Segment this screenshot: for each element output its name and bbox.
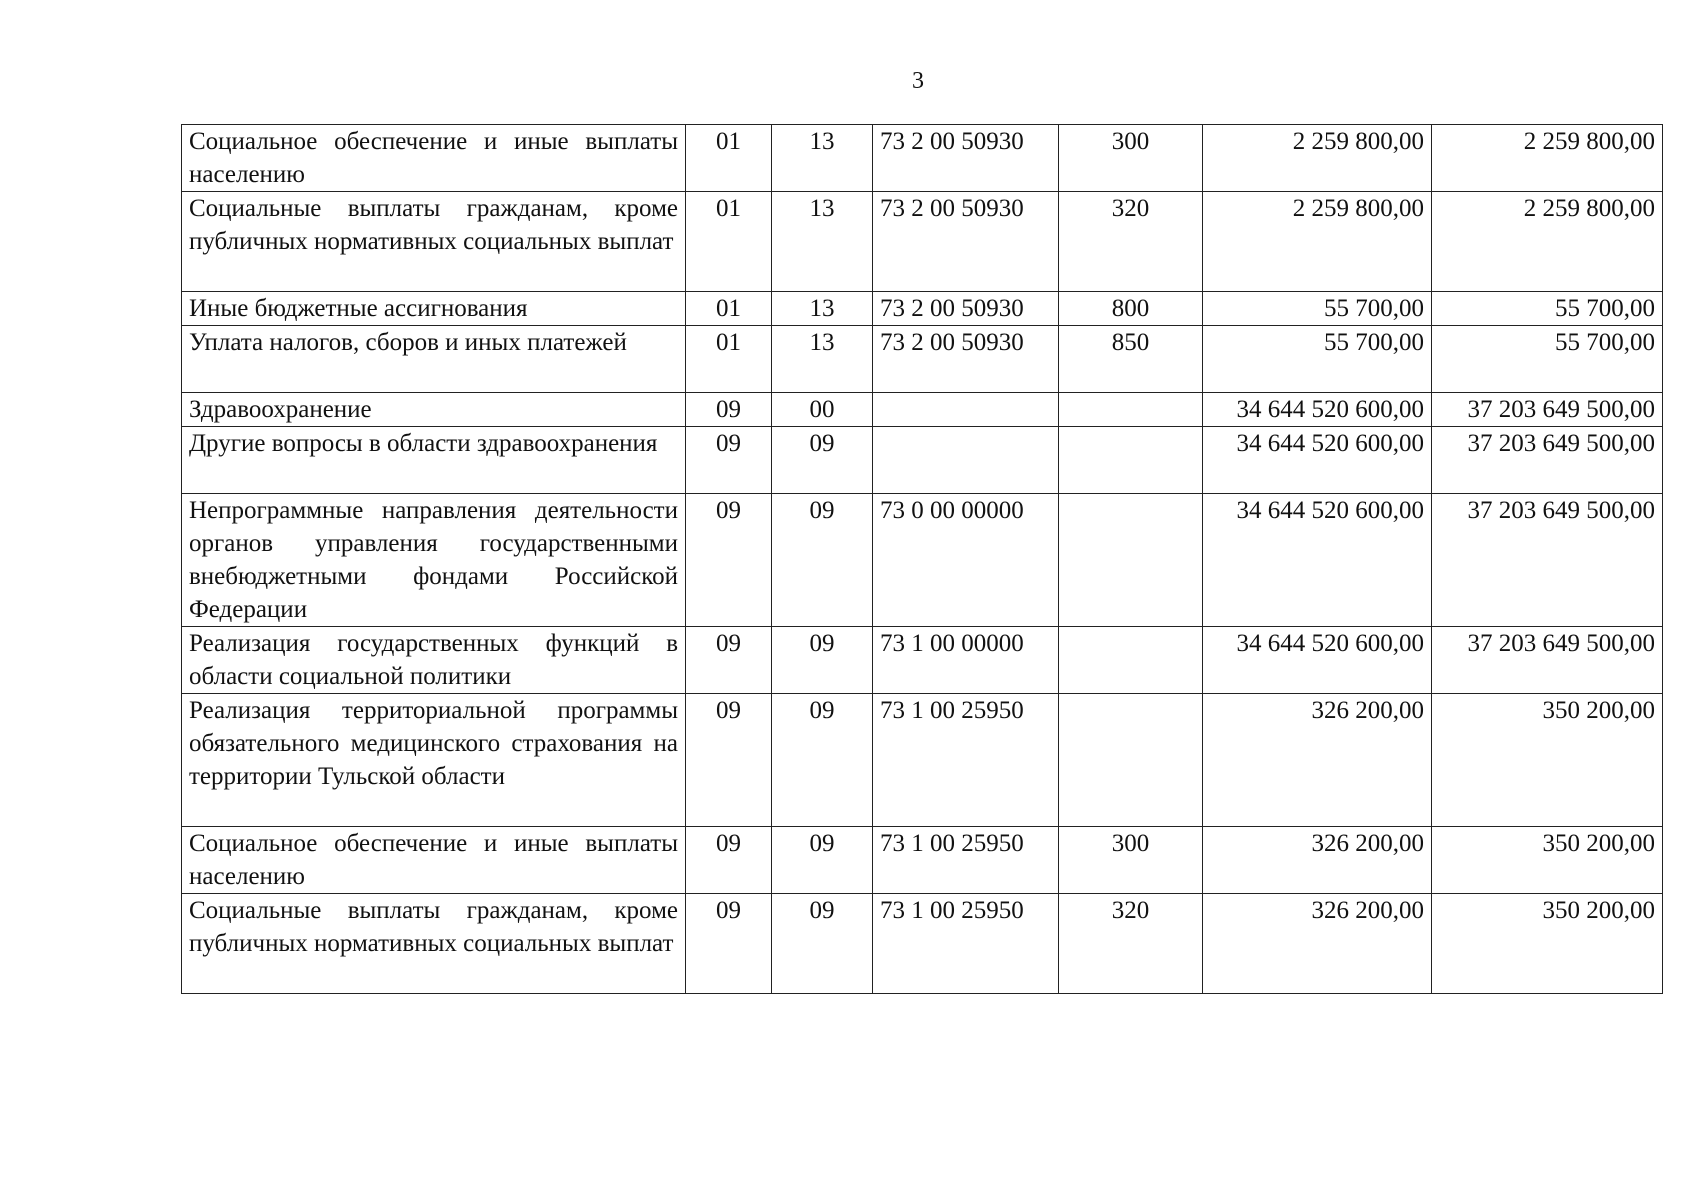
row-expense-type bbox=[1059, 694, 1203, 827]
table-row bbox=[182, 427, 1663, 494]
row-section-code: 09 bbox=[686, 827, 772, 894]
row-subsection-code: 13 bbox=[772, 192, 873, 292]
row-subsection-code: 09 bbox=[772, 427, 873, 494]
table-row bbox=[182, 694, 1663, 827]
row-expense-type bbox=[1059, 627, 1203, 694]
page-number: 3 bbox=[912, 68, 924, 94]
row-amount-year-2: 350 200,00 bbox=[1432, 827, 1663, 894]
row-name: Непрограммные направления деятельности органов управления государственными внебюджетными фондами Российской Федерации bbox=[182, 494, 686, 627]
row-amount-year-1: 55 700,00 bbox=[1203, 326, 1432, 393]
row-amount-year-1: 2 259 800,00 bbox=[1203, 125, 1432, 192]
row-amount-year-1: 34 644 520 600,00 bbox=[1203, 494, 1432, 627]
row-expense-type: 320 bbox=[1059, 192, 1203, 292]
row-amount-year-1: 326 200,00 bbox=[1203, 694, 1432, 827]
row-amount-year-1: 34 644 520 600,00 bbox=[1203, 427, 1432, 494]
row-expense-type: 800 bbox=[1059, 292, 1203, 326]
row-amount-year-1: 34 644 520 600,00 bbox=[1203, 627, 1432, 694]
row-target-article bbox=[873, 427, 1059, 494]
table-row bbox=[182, 627, 1663, 694]
row-expense-type bbox=[1059, 494, 1203, 627]
row-name: Реализация государственных функций в области социальной политики bbox=[182, 627, 686, 694]
row-amount-year-1: 34 644 520 600,00 bbox=[1203, 393, 1432, 427]
row-expense-type: 300 bbox=[1059, 125, 1203, 192]
row-subsection-code: 09 bbox=[772, 827, 873, 894]
row-name: Уплата налогов, сборов и иных платежей bbox=[182, 326, 686, 393]
row-name: Социальные выплаты гражданам, кроме публичных нормативных социальных выплат bbox=[182, 894, 686, 994]
row-target-article: 73 2 00 50930 bbox=[873, 292, 1059, 326]
row-amount-year-1: 55 700,00 bbox=[1203, 292, 1432, 326]
row-subsection-code: 09 bbox=[772, 894, 873, 994]
row-amount-year-2: 2 259 800,00 bbox=[1432, 125, 1663, 192]
budget-table bbox=[181, 124, 1663, 994]
row-amount-year-2: 55 700,00 bbox=[1432, 326, 1663, 393]
row-target-article: 73 1 00 00000 bbox=[873, 627, 1059, 694]
row-amount-year-2: 37 203 649 500,00 bbox=[1432, 627, 1663, 694]
row-amount-year-2: 2 259 800,00 bbox=[1432, 192, 1663, 292]
row-section-code: 09 bbox=[686, 427, 772, 494]
table-row bbox=[182, 125, 1663, 192]
row-target-article: 73 0 00 00000 bbox=[873, 494, 1059, 627]
row-subsection-code: 09 bbox=[772, 694, 873, 827]
row-target-article: 73 2 00 50930 bbox=[873, 326, 1059, 393]
row-target-article: 73 2 00 50930 bbox=[873, 125, 1059, 192]
row-name: Иные бюджетные ассигнования bbox=[182, 292, 686, 326]
table-row bbox=[182, 827, 1663, 894]
row-subsection-code: 13 bbox=[772, 292, 873, 326]
row-amount-year-2: 37 203 649 500,00 bbox=[1432, 494, 1663, 627]
row-amount-year-2: 55 700,00 bbox=[1432, 292, 1663, 326]
row-name: Социальное обеспечение и иные выплаты населению bbox=[182, 125, 686, 192]
row-amount-year-1: 326 200,00 bbox=[1203, 827, 1432, 894]
row-amount-year-2: 37 203 649 500,00 bbox=[1432, 427, 1663, 494]
row-subsection-code: 09 bbox=[772, 494, 873, 627]
row-expense-type: 320 bbox=[1059, 894, 1203, 994]
row-subsection-code: 09 bbox=[772, 627, 873, 694]
row-section-code: 01 bbox=[686, 326, 772, 393]
table-row bbox=[182, 292, 1663, 326]
row-name: Социальное обеспечение и иные выплаты населению bbox=[182, 827, 686, 894]
row-section-code: 09 bbox=[686, 627, 772, 694]
row-amount-year-2: 350 200,00 bbox=[1432, 894, 1663, 994]
row-section-code: 09 bbox=[686, 894, 772, 994]
table-row bbox=[182, 894, 1663, 994]
row-name: Реализация территориальной программы обязательного медицинского страхования на территории Тульской области bbox=[182, 694, 686, 827]
row-section-code: 09 bbox=[686, 694, 772, 827]
row-amount-year-1: 2 259 800,00 bbox=[1203, 192, 1432, 292]
row-section-code: 01 bbox=[686, 192, 772, 292]
row-target-article: 73 1 00 25950 bbox=[873, 827, 1059, 894]
table-row bbox=[182, 192, 1663, 292]
row-name: Социальные выплаты гражданам, кроме публичных нормативных социальных выплат bbox=[182, 192, 686, 292]
row-expense-type: 850 bbox=[1059, 326, 1203, 393]
row-target-article bbox=[873, 393, 1059, 427]
table-row bbox=[182, 326, 1663, 393]
row-subsection-code: 13 bbox=[772, 125, 873, 192]
row-section-code: 01 bbox=[686, 125, 772, 192]
row-section-code: 01 bbox=[686, 292, 772, 326]
row-amount-year-1: 326 200,00 bbox=[1203, 894, 1432, 994]
row-section-code: 09 bbox=[686, 494, 772, 627]
row-expense-type bbox=[1059, 427, 1203, 494]
row-subsection-code: 13 bbox=[772, 326, 873, 393]
row-expense-type: 300 bbox=[1059, 827, 1203, 894]
table-row bbox=[182, 494, 1663, 627]
row-section-code: 09 bbox=[686, 393, 772, 427]
row-name: Здравоохранение bbox=[182, 393, 686, 427]
row-expense-type bbox=[1059, 393, 1203, 427]
row-target-article: 73 2 00 50930 bbox=[873, 192, 1059, 292]
row-subsection-code: 00 bbox=[772, 393, 873, 427]
row-target-article: 73 1 00 25950 bbox=[873, 694, 1059, 827]
table-row bbox=[182, 393, 1663, 427]
row-amount-year-2: 350 200,00 bbox=[1432, 694, 1663, 827]
row-name: Другие вопросы в области здравоохранения bbox=[182, 427, 686, 494]
row-target-article: 73 1 00 25950 bbox=[873, 894, 1059, 994]
row-amount-year-2: 37 203 649 500,00 bbox=[1432, 393, 1663, 427]
